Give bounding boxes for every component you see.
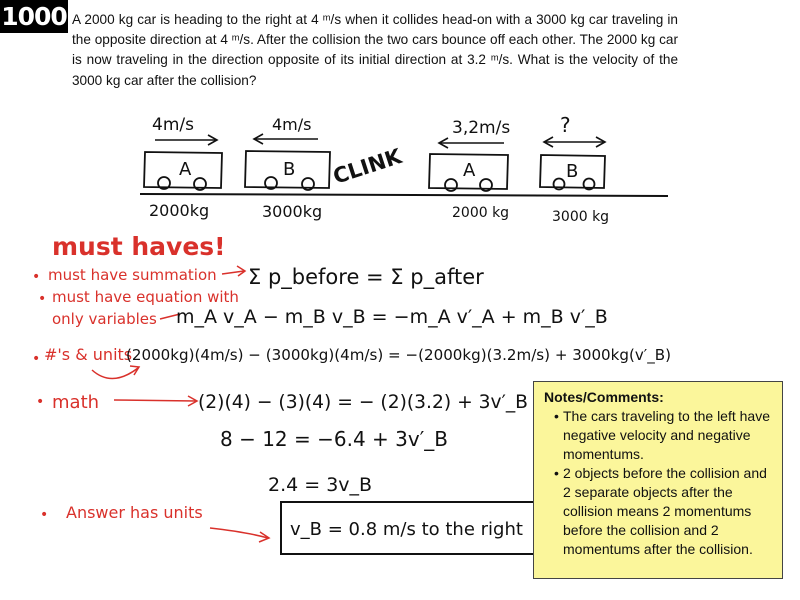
clink-label: CLINK [330,144,405,189]
equation-variables: m_A v_A − m_B v_B = −m_A v′_A + m_B v′_B [176,306,608,328]
car-a-after-letter: A [463,160,476,181]
bullet-numbers: • [32,351,41,367]
bullet-summation: • [32,269,41,285]
car-a-before-speed: 4m/s [152,115,194,135]
car-b-before-mass: 3000kg [262,202,323,221]
equation-step2: 2.4 = 3v_B [268,474,373,496]
equation-answer: v_B = 0.8 m/s to the right [290,519,523,540]
arrow-answer-curve [210,528,268,538]
notes-comments-box [533,381,783,579]
checklist-answer-units: Answer has units [66,503,203,522]
road-line [140,194,668,196]
notes-item-text: The cars traveling to the left have negative velocity and negative momentums. [563,408,770,462]
checklist-summation: must have summation [48,266,217,284]
notes-title: Notes/Comments: [544,389,664,405]
car-b-after-speed: ? [560,113,571,137]
checklist-math: math [52,392,100,413]
car-b-before-speed: 4m/s [272,115,312,134]
arrow-numbers-curve [92,368,138,379]
notes-bullet: • [554,465,559,481]
car-a-after-mass: 2000 kg [452,205,510,221]
car-b-after-letter: B [566,161,579,182]
bullet-math: • [36,394,45,410]
checklist-numbers-units: #'s & units [44,345,133,364]
checklist-equation-line2: only variables [52,310,157,328]
notes-item-text: 2 objects before the collision and 2 separate objects after the collision means 2 momentums before the collision and 2 momentums after the collision. [563,465,767,557]
car-a-before-mass: 2000kg [149,201,210,220]
notes-bullet: • [554,408,559,424]
problem-number-badge: 1000 [1,2,67,31]
checklist-equation-line1: must have equation with [52,288,239,306]
car-a-after-speed: 3,2m/s [452,118,511,138]
notes-item [542,464,774,559]
equation-math: (2)(4) − (3)(4) = − (2)(3.2) + 3v′_B [198,391,528,413]
equation-step1: 8 − 12 = −6.4 + 3v′_B [220,427,448,451]
notes-list [542,407,774,559]
equation-summation: Σ p_before = Σ p_after [248,265,484,289]
car-b-after-mass: 3000 kg [552,209,610,225]
must-haves-heading: must haves! [52,232,226,261]
bullet-answer: • [40,507,49,523]
problem-statement: A 2000 kg car is heading to the right at 4 ᵐ/s when it collides head-on with a 3000 kg car traveling in the opposite direction at 4 ᵐ/s. After the collision the two cars bounce off each other. The 2000 kg car is now traveling in the direction opposite of its initial direction at 3.2 ᵐ/s. What is the velocity of the 3000 kg car after the collision? [72,12,678,88]
car-b-before-letter: B [283,159,296,180]
bullet-equation: • [38,291,47,307]
arrow-math [114,400,196,401]
car-a-before-letter: A [179,159,192,180]
notes-item [542,407,774,464]
equation-numbers: (2000kg)(4m/s) − (3000kg)(4m/s) = −(2000kg)(3.2m/s) + 3000kg(v′_B) [126,346,686,364]
